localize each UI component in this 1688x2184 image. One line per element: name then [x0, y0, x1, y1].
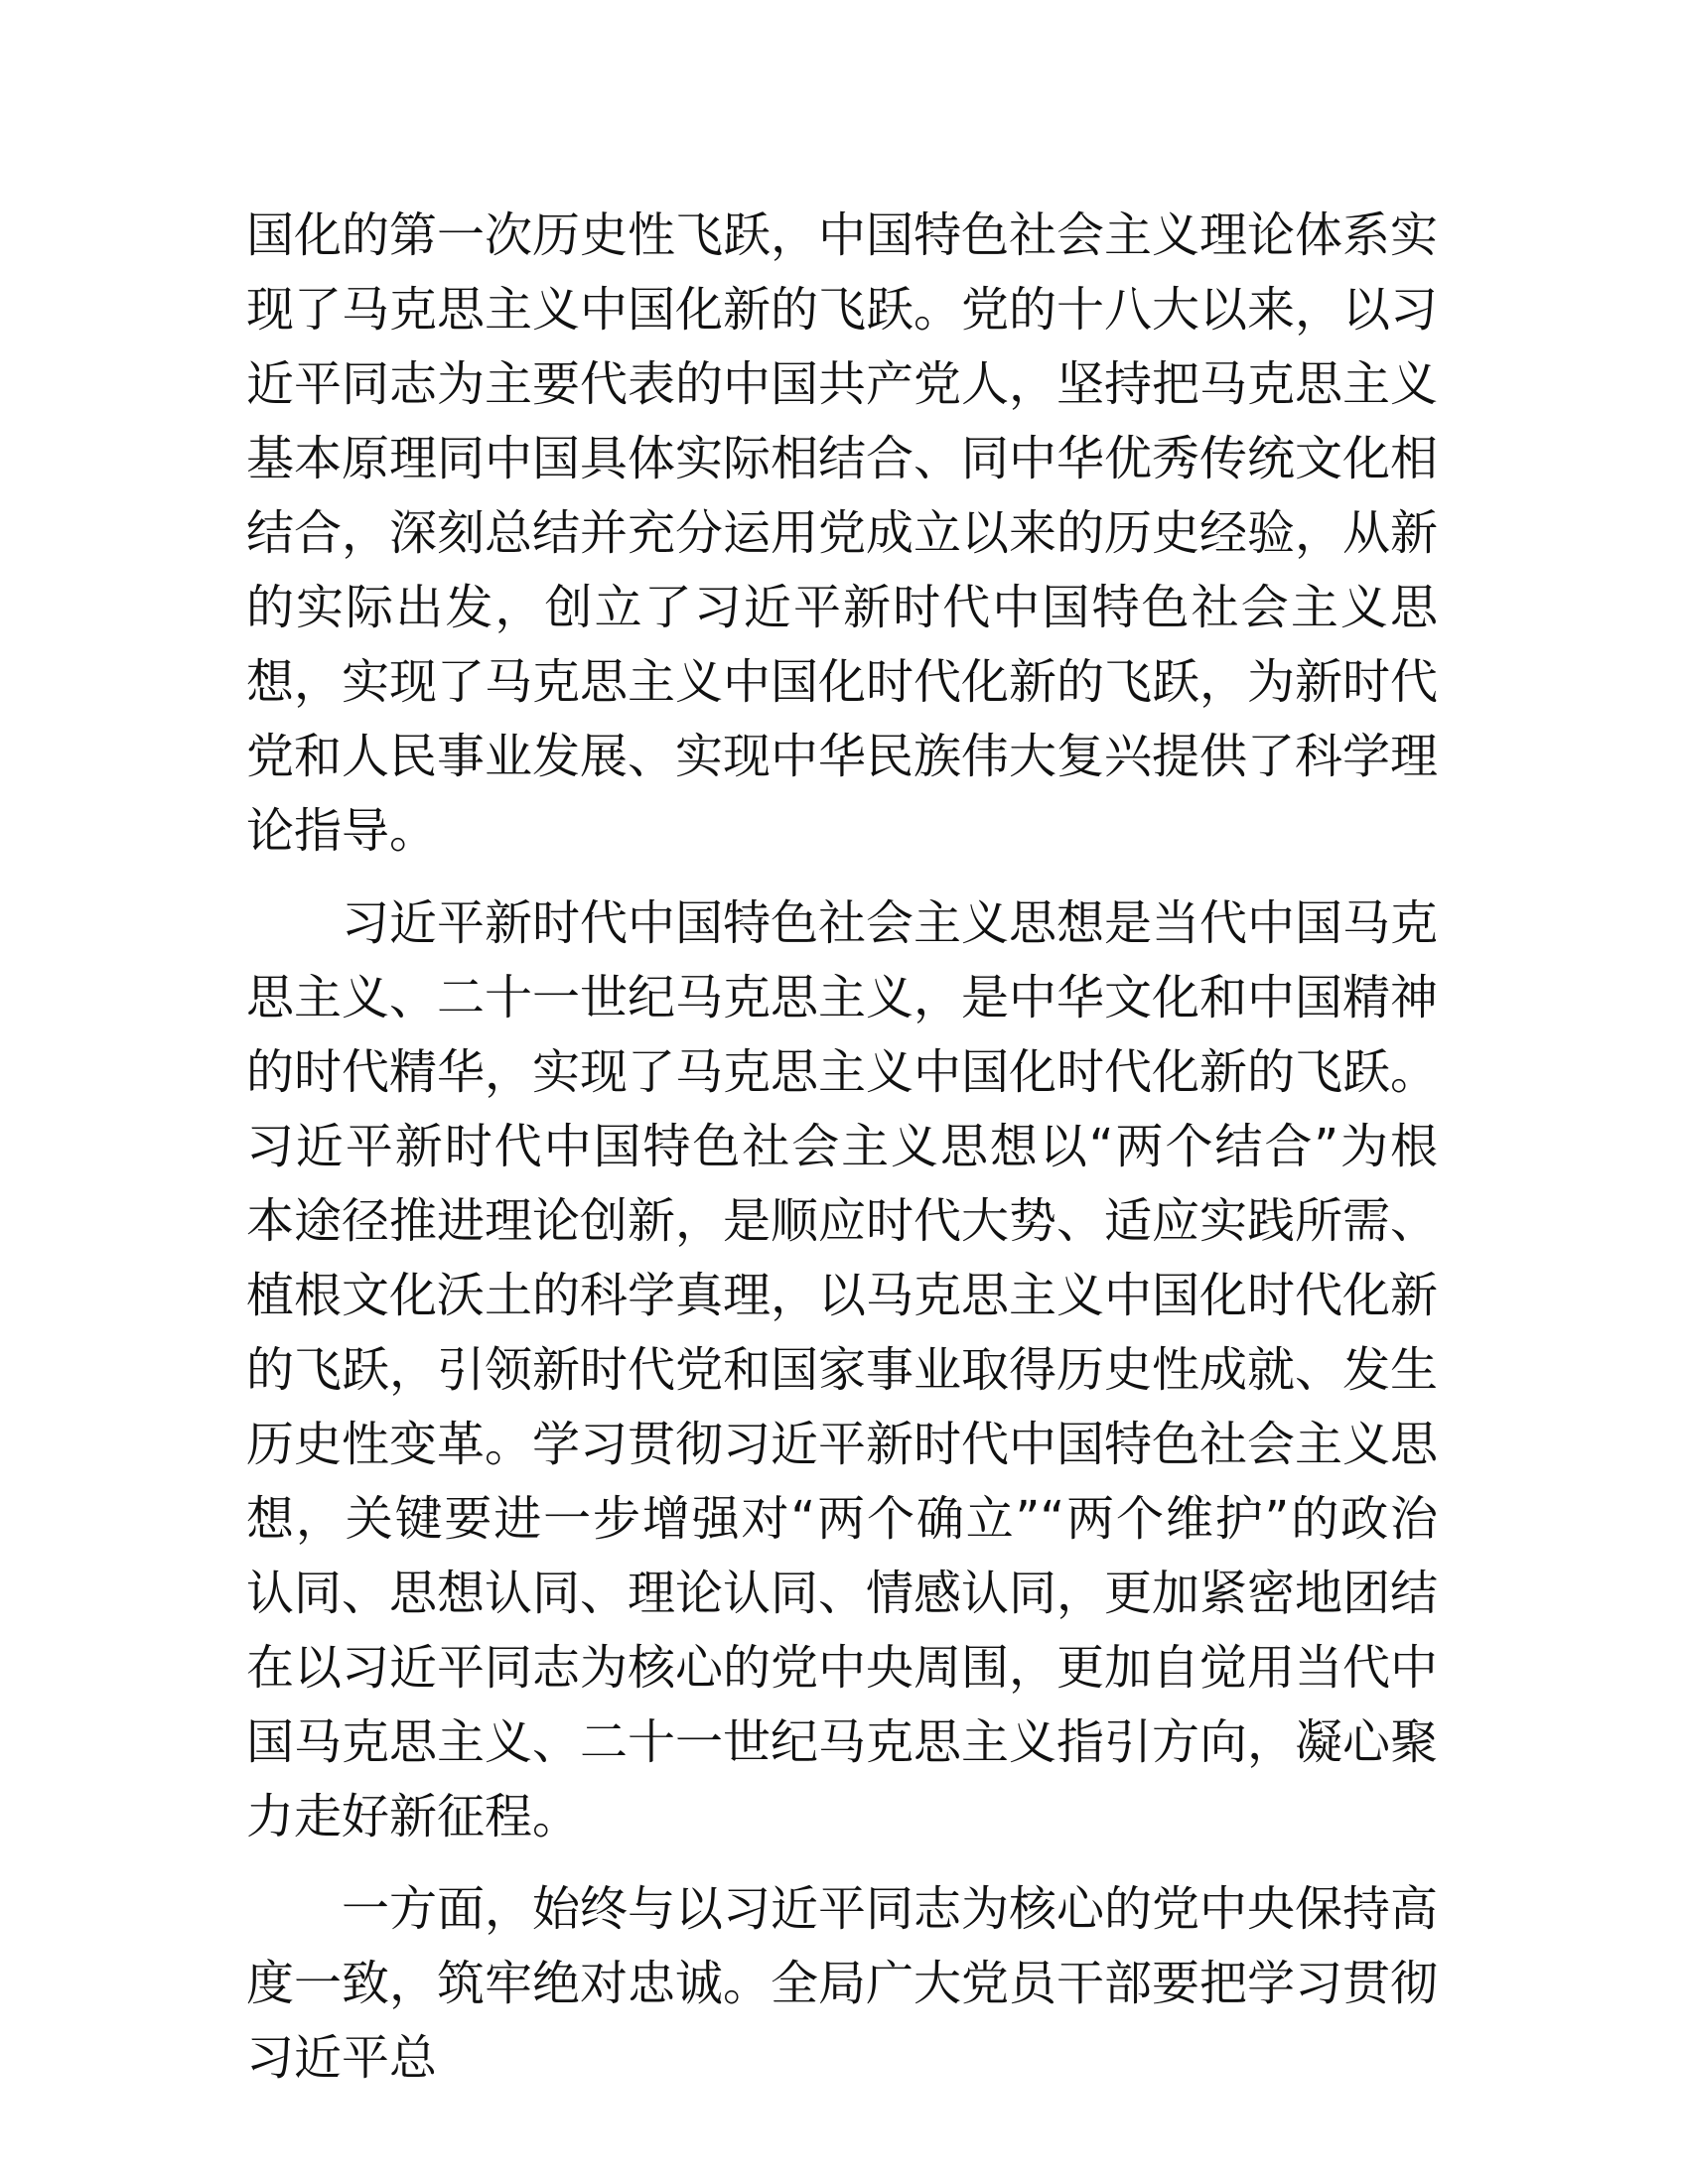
paragraph-1: 国化的第一次历史性飞跃，中国特色社会主义理论体系实现了马克思主义中国化新的飞跃。党的十八大以来，以习近平同志为主要代表的中国共产党人，坚持把马克思主义基本原理同中国具体实际相结合、同中华优秀传统文化相结合，深刻总结并充分运用党成立以来的历史经验，从新的实际出发，创立了习近平新时代中国特色社会主义思想，实现了马克思主义中国化时代化新的飞跃，为新时代党和人民事业发展、实现中华民族伟大复兴提供了科学理论指导。: [246, 207, 1439, 859]
document-body: [246, 199, 1438, 2114]
paragraph-2: 习近平新时代中国特色社会主义思想是当代中国马克思主义、二十一世纪马克思主义，是中华文化和中国精神的时代精华，实现了马克思主义中国化时代化新的飞跃。习近平新时代中国特色社会主义思想以“两个结合”为根本途径推进理论创新，是顺应时代大势、适应实践所需、植根文化沃土的科学真理，以马克思主义中国化时代化新的飞跃，引领新时代党和国家事业取得历史性成就、发生历史性变革。学习贯彻习近平新时代中国特色社会主义思想，关键要进一步增强对“两个确立”“两个维护”的政治认同、思想认同、理论认同、情感认同，更加紧密地团结在以习近平同志为核心的党中央周围，更加自觉用当代中国马克思主义、二十一世纪马克思主义指引方向，凝心聚力走好新征程。: [246, 895, 1439, 1844]
paragraph-3: 一方面，始终与以习近平同志为核心的党中央保持高度一致，筑牢绝对忠诚。全局广大党员干部要把学习贯彻习近平总: [246, 1881, 1439, 2086]
